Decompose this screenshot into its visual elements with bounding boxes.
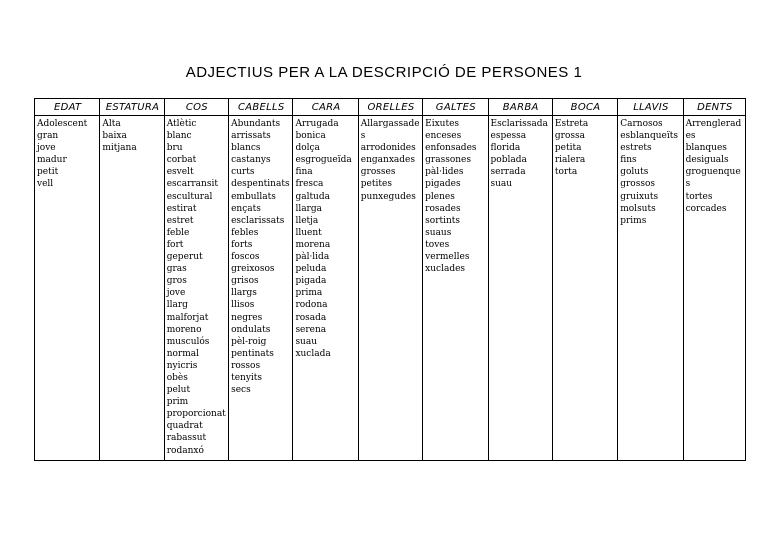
adjective-item: tenyits bbox=[231, 372, 263, 383]
adjective-item: Eixutes bbox=[425, 119, 460, 129]
adjective-item: pèl-roig bbox=[231, 336, 267, 347]
adjective-item: llargs bbox=[231, 288, 257, 299]
adjective-item: petites bbox=[360, 179, 392, 190]
column-cell-boca bbox=[552, 116, 617, 461]
adjective-item: groguenques bbox=[685, 167, 741, 190]
adjective-item: pigada bbox=[295, 276, 327, 287]
adjective-item: rodanxó bbox=[166, 445, 204, 456]
adjective-item: sortints bbox=[425, 215, 461, 226]
adjective-item: Atlètic bbox=[166, 119, 197, 129]
page-title: ADJECTIUS PER A LA DESCRIPCIÓ DE PERSONES 1 bbox=[185, 64, 583, 81]
adjective-item: serena bbox=[295, 324, 327, 335]
adjective-item: espessa bbox=[490, 131, 527, 142]
header-row bbox=[35, 99, 746, 116]
adjective-item: rosades bbox=[425, 203, 461, 214]
adjective-item: grassones bbox=[425, 155, 471, 166]
adjective-item: bru bbox=[166, 143, 183, 154]
adjective-item: estirat bbox=[166, 203, 197, 214]
adjective-item: Arrenglerades bbox=[685, 119, 742, 142]
adjective-item: Carnosos bbox=[620, 119, 663, 129]
adjective-item: fins bbox=[620, 155, 637, 166]
adjective-item: blancs bbox=[231, 143, 261, 154]
adjective-item: morena bbox=[295, 239, 331, 250]
adjective-item: suaus bbox=[425, 227, 452, 238]
column-header-estatura: ESTATURA bbox=[100, 99, 164, 116]
adjective-item: corbat bbox=[166, 155, 197, 166]
column-header-barba: BARBA bbox=[488, 99, 552, 116]
column-header-galtes: GALTES bbox=[423, 99, 488, 116]
adjective-item: jove bbox=[166, 288, 186, 299]
adjective-item: ençats bbox=[231, 203, 261, 214]
adjective-item: estret bbox=[166, 215, 194, 226]
adjective-item: mitjana bbox=[102, 143, 137, 154]
adjective-item: fresca bbox=[295, 179, 324, 190]
adjective-item: molsuts bbox=[620, 203, 656, 214]
column-cell-estatura bbox=[100, 116, 164, 461]
adjective-item: llisos bbox=[231, 300, 255, 311]
adjective-item: gruixuts bbox=[620, 191, 659, 202]
adjective-item: foscos bbox=[231, 252, 260, 263]
column-header-dents: DENTS bbox=[683, 99, 745, 116]
adjective-item: baixa bbox=[102, 131, 127, 142]
adjective-item: suau bbox=[490, 179, 513, 190]
column-header-orelles: ORELLES bbox=[358, 99, 422, 116]
adjective-item: llarg bbox=[166, 300, 188, 311]
adjective-item: gros bbox=[166, 276, 187, 287]
adjective-item: Esclarissada bbox=[490, 119, 548, 129]
adjective-item: fort bbox=[166, 239, 184, 250]
adjective-item: febles bbox=[231, 227, 259, 238]
adjective-item: jove bbox=[37, 143, 56, 154]
adjective-item: enceses bbox=[425, 131, 462, 142]
adjective-item: quadrat bbox=[166, 421, 203, 432]
adjective-item: proporcionat bbox=[166, 409, 226, 420]
adjective-item: punxegudes bbox=[360, 191, 416, 202]
adjective-item: castanys bbox=[231, 155, 271, 166]
adjective-item: pàl·lides bbox=[425, 167, 464, 178]
adjective-item: vell bbox=[37, 179, 54, 190]
column-header-cos: COS bbox=[164, 99, 228, 116]
adjective-item: escarransit bbox=[166, 179, 218, 190]
adjective-item: pentinats bbox=[231, 348, 274, 359]
column-cell-dents bbox=[683, 116, 745, 461]
adjective-item: grisos bbox=[231, 276, 259, 287]
adjective-item: esvelt bbox=[166, 167, 194, 178]
adjective-item: blanc bbox=[166, 131, 192, 142]
adjective-item: forts bbox=[231, 239, 253, 250]
adjective-item: Adolescent bbox=[37, 119, 88, 129]
adjective-item: poblada bbox=[490, 155, 527, 166]
adjective-item: pàl·lida bbox=[295, 252, 330, 263]
column-header-boca: BOCA bbox=[552, 99, 617, 116]
adjective-item: normal bbox=[166, 348, 200, 359]
adjective-item: corcades bbox=[685, 203, 727, 214]
adjective-item: arrodonides bbox=[360, 143, 416, 154]
column-cell-llavis bbox=[618, 116, 683, 461]
adjective-item: desiguals bbox=[685, 155, 729, 166]
adjective-item: estrets bbox=[620, 143, 652, 154]
adjective-item: prima bbox=[295, 288, 323, 299]
column-cell-orelles bbox=[358, 116, 422, 461]
adjective-item: xuclades bbox=[425, 264, 466, 275]
adjectives-table bbox=[34, 98, 746, 461]
adjective-item: escultural bbox=[166, 191, 213, 202]
adjective-item: Allargassades bbox=[360, 119, 420, 142]
adjective-item: moreno bbox=[166, 324, 202, 335]
adjective-item: musculós bbox=[166, 336, 210, 347]
adjective-item: dolça bbox=[295, 143, 320, 154]
adjective-item: rosada bbox=[295, 312, 327, 323]
adjective-item: feble bbox=[166, 227, 190, 238]
adjective-item: goluts bbox=[620, 167, 649, 178]
column-cell-galtes bbox=[423, 116, 488, 461]
column-cell-cabells bbox=[229, 116, 293, 461]
column-header-cabells: CABELLS bbox=[229, 99, 293, 116]
adjective-item: geperut bbox=[166, 252, 203, 263]
adjective-item: secs bbox=[231, 385, 251, 396]
adjective-item: peluda bbox=[295, 264, 327, 275]
adjective-item: madur bbox=[37, 155, 67, 166]
adjective-item: tortes bbox=[685, 191, 713, 202]
column-cell-cos bbox=[164, 116, 228, 461]
adjective-item: esblanqueïts bbox=[620, 131, 678, 142]
adjective-item: serrada bbox=[490, 167, 526, 178]
adjective-item: gran bbox=[37, 131, 59, 142]
column-header-llavis: LLAVIS bbox=[618, 99, 683, 116]
adjective-item: negres bbox=[231, 312, 263, 323]
adjective-item: despentinats bbox=[231, 179, 290, 190]
adjective-item: florida bbox=[490, 143, 521, 154]
adjective-item: rabassut bbox=[166, 433, 207, 444]
adjective-item: ondulats bbox=[231, 324, 271, 335]
adjective-item: embullats bbox=[231, 191, 276, 202]
adjective-item: prims bbox=[620, 215, 647, 226]
words-row bbox=[35, 116, 746, 461]
adjective-item: malforjat bbox=[166, 312, 209, 323]
adjective-item: rialera bbox=[554, 155, 586, 166]
adjective-item: Estreta bbox=[554, 119, 589, 129]
adjective-item: torta bbox=[554, 167, 578, 178]
adjective-item: lletja bbox=[295, 215, 319, 226]
adjective-item: obès bbox=[166, 372, 188, 383]
adjective-item: Abundants bbox=[231, 119, 281, 129]
adjective-item: arrissats bbox=[231, 131, 271, 142]
adjective-item: pelut bbox=[166, 385, 191, 396]
adjective-item: nyicris bbox=[166, 360, 198, 371]
adjective-item: fina bbox=[295, 167, 313, 178]
adjective-item: grossa bbox=[554, 131, 585, 142]
adjective-item: Alta bbox=[102, 119, 121, 129]
adjective-item: grossos bbox=[620, 179, 655, 190]
adjective-item: vermelles bbox=[425, 252, 470, 263]
adjective-item: esgrogueïda bbox=[295, 155, 352, 166]
column-header-edat: EDAT bbox=[35, 99, 100, 116]
adjective-item: enganxades bbox=[360, 155, 415, 166]
adjective-item: plenes bbox=[425, 191, 455, 202]
adjective-item: pigades bbox=[425, 179, 461, 190]
adjective-item: xuclada bbox=[295, 348, 331, 359]
adjective-item: galtuda bbox=[295, 191, 330, 202]
column-cell-edat bbox=[35, 116, 100, 461]
adjective-item: petita bbox=[554, 143, 582, 154]
adjective-item: greixosos bbox=[231, 264, 275, 275]
adjective-item: Arrugada bbox=[295, 119, 339, 129]
adjective-item: rossos bbox=[231, 360, 261, 371]
adjective-item: gras bbox=[166, 264, 187, 275]
adjective-item: esclarissats bbox=[231, 215, 285, 226]
adjective-item: rodona bbox=[295, 300, 328, 311]
adjective-item: curts bbox=[231, 167, 255, 178]
adjective-item: blanques bbox=[685, 143, 727, 154]
adjective-item: toves bbox=[425, 239, 450, 250]
adjective-item: llarga bbox=[295, 203, 322, 214]
column-cell-cara bbox=[293, 116, 358, 461]
adjective-item: prim bbox=[166, 397, 189, 408]
adjective-item: enfonsades bbox=[425, 143, 477, 154]
column-cell-barba bbox=[488, 116, 552, 461]
column-header-cara: CARA bbox=[293, 99, 358, 116]
adjective-item: petit bbox=[37, 167, 59, 178]
adjective-item: bonica bbox=[295, 131, 326, 142]
adjective-item: suau bbox=[295, 336, 318, 347]
adjective-item: lluent bbox=[295, 227, 322, 238]
adjective-item: grosses bbox=[360, 167, 396, 178]
